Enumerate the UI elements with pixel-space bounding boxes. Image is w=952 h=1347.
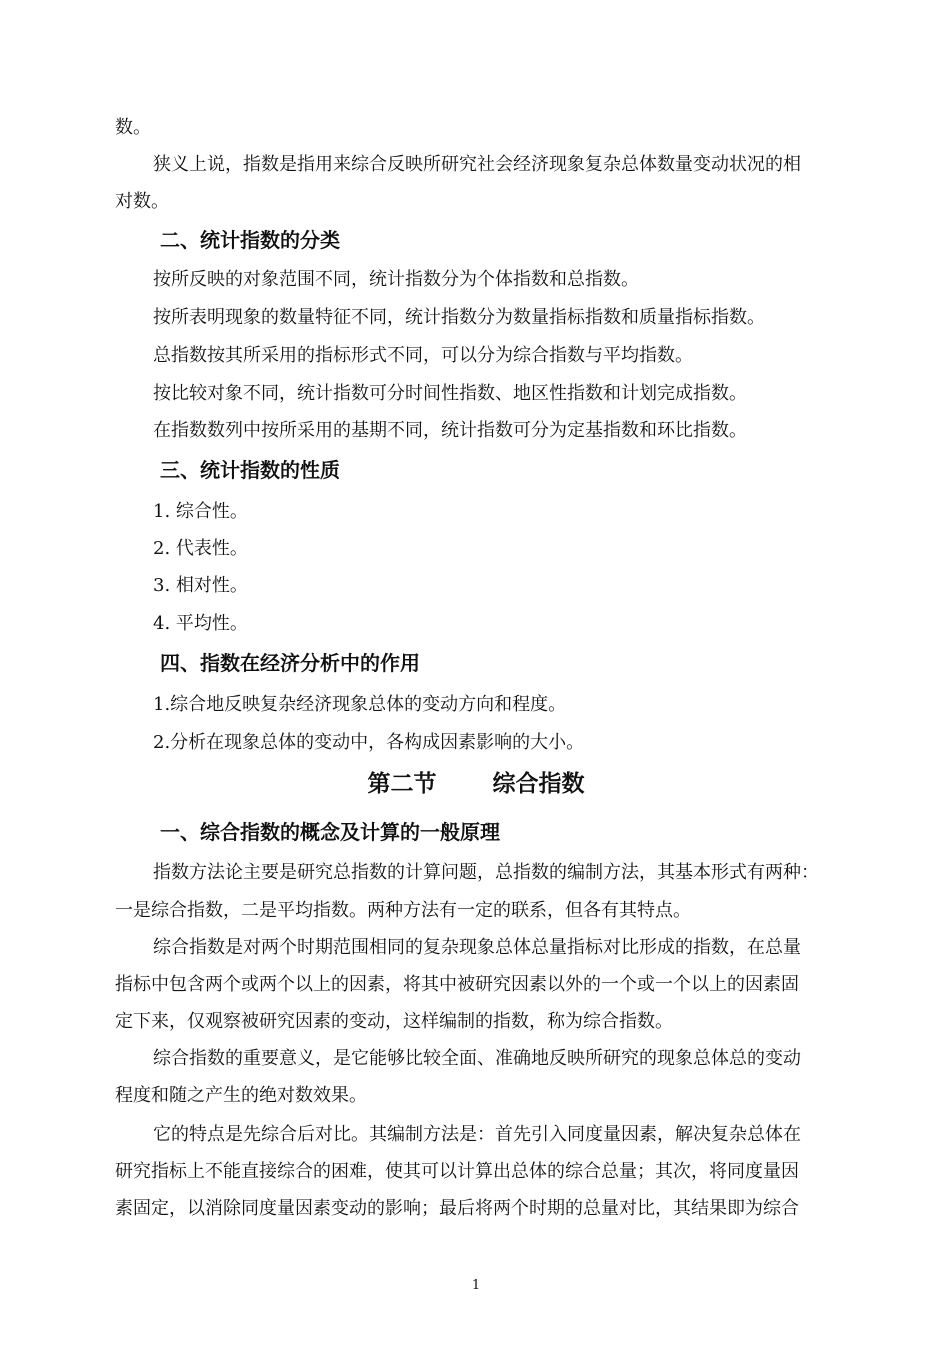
paragraph-line: 素固定，以消除同度量因素变动的影响；最后将两个时期的总量对比，其结果即为综合 <box>115 1198 799 1219</box>
paragraph-line: 综合指数的重要意义，是它能够比较全面、准确地反映所研究的现象总体总的变动 <box>153 1048 801 1069</box>
paragraph-line: 指标中包含两个或两个以上的因素，将其中被研究因素以外的一个或一个以上的因素固 <box>115 974 799 995</box>
list-item: 2.分析在现象总体的变动中，各构成因素影响的大小。 <box>153 732 585 753</box>
paragraph-line: 狭义上说，指数是指用来综合反映所研究社会经济现象复杂总体数量变动状况的相 <box>153 154 801 175</box>
paragraph-line: 研究指标上不能直接综合的困难，使其可以计算出总体的综合总量；其次，将同度量因 <box>115 1161 799 1182</box>
paragraph-line: 程度和随之产生的绝对数效果。 <box>115 1085 367 1106</box>
section-heading: 二、统计指数的分类 <box>160 228 340 252</box>
paragraph-line: 按所表明现象的数量特征不同，统计指数分为数量指标指数和质量指标指数。 <box>153 307 765 328</box>
list-item: 1.综合地反映复杂经济现象总体的变动方向和程度。 <box>153 694 567 715</box>
list-item: 4. 平均性。 <box>153 613 248 634</box>
paragraph-line: 指数方法论主要是研究总指数的计算问题，总指数的编制方法，其基本形式有两种： <box>153 862 819 883</box>
section-heading: 四、指数在经济分析中的作用 <box>160 651 420 675</box>
paragraph-line: 它的特点是先综合后对比。其编制方法是：首先引入同度量因素，解决复杂总体在 <box>153 1124 801 1145</box>
paragraph-line: 对数。 <box>115 191 169 212</box>
paragraph-line: 在指数数列中按所采用的基期不同，统计指数可分为定基指数和环比指数。 <box>153 420 747 441</box>
chapter-section-title: 第二节 综合指数 <box>367 771 585 797</box>
paragraph-line: 定下来，仅观察被研究因素的变动，这样编制的指数，称为综合指数。 <box>115 1011 673 1032</box>
paragraph-line: 一是综合指数，二是平均指数。两种方法有一定的联系，但各有其特点。 <box>115 900 691 921</box>
list-item: 2. 代表性。 <box>153 538 248 559</box>
list-item: 3. 相对性。 <box>153 575 248 596</box>
page-number: 1 <box>471 1278 481 1293</box>
section-heading: 三、统计指数的性质 <box>160 458 340 482</box>
paragraph-line: 按所反映的对象范围不同，统计指数分为个体指数和总指数。 <box>153 269 639 290</box>
list-item: 1. 综合性。 <box>153 501 248 522</box>
paragraph-line: 数。 <box>115 117 151 138</box>
paragraph-line: 综合指数是对两个时期范围相同的复杂现象总体总量指标对比形成的指数，在总量 <box>153 937 801 958</box>
paragraph-line: 总指数按其所采用的指标形式不同，可以分为综合指数与平均指数。 <box>153 345 693 366</box>
paragraph-line: 按比较对象不同，统计指数可分时间性指数、地区性指数和计划完成指数。 <box>153 383 747 404</box>
section-heading: 一、综合指数的概念及计算的一般原理 <box>160 820 500 844</box>
